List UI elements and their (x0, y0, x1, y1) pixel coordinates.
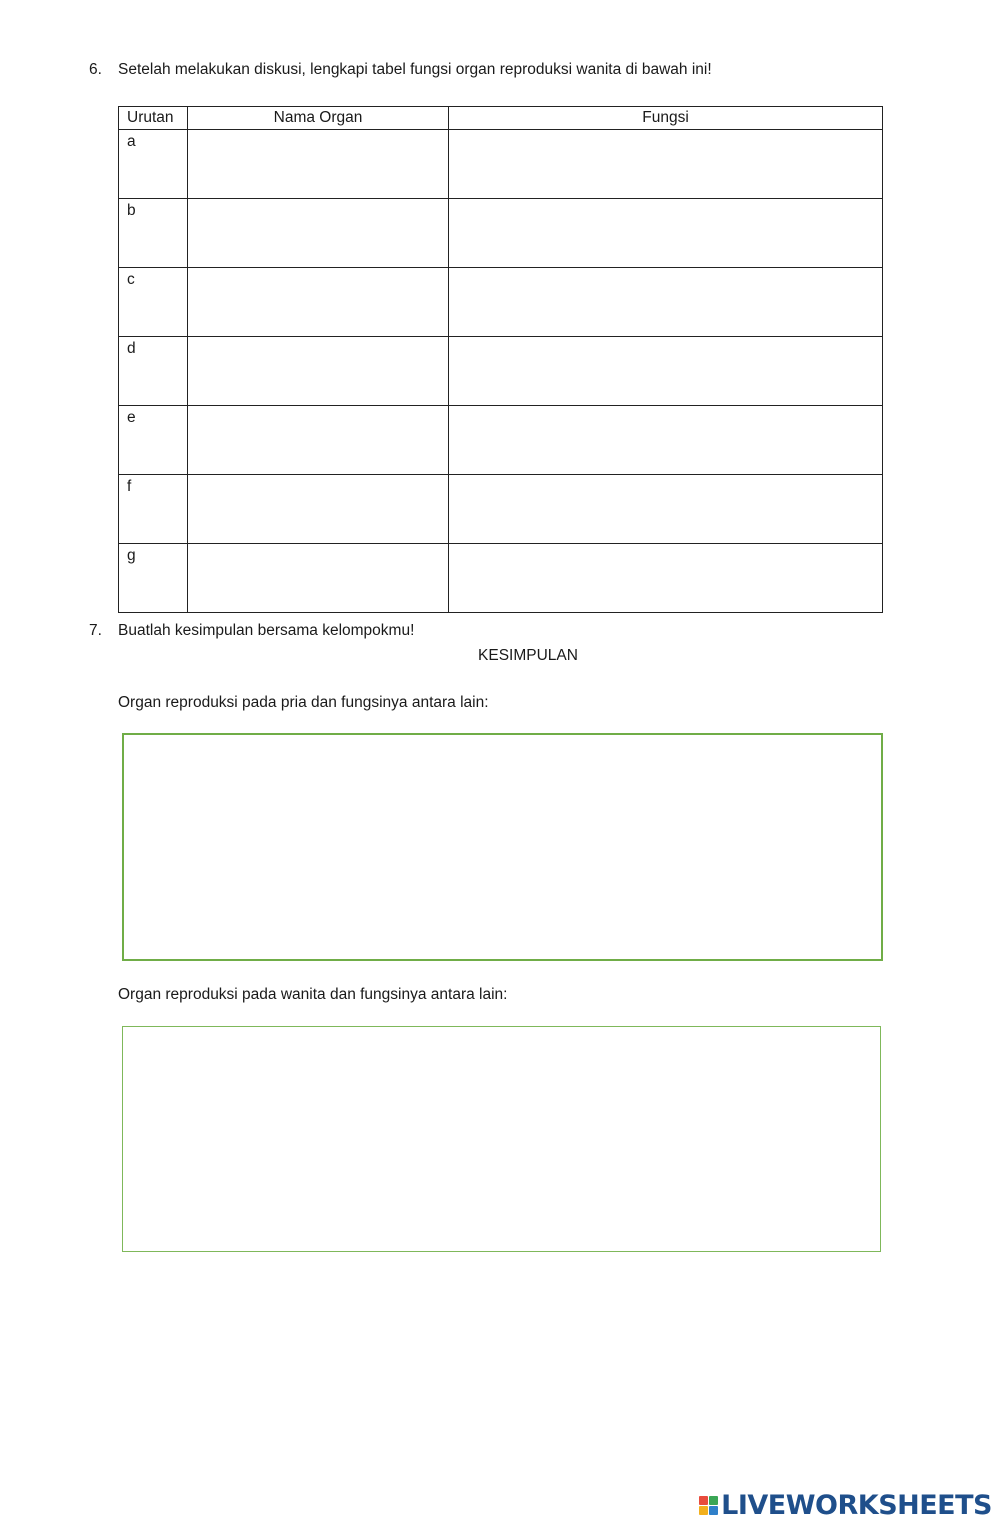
liveworksheets-logo (699, 1490, 992, 1520)
nama-organ-answer-field[interactable] (188, 544, 449, 613)
nama-organ-answer-field[interactable] (188, 199, 449, 268)
organ-function-table (118, 106, 883, 613)
question-7-text: Buatlah kesimpulan bersama kelompokmu! (118, 622, 415, 639)
logo-square-yellow (699, 1506, 708, 1515)
table-row (119, 337, 883, 406)
brand-name: LIVEWORKSHEETS (721, 1489, 992, 1521)
row-letter: f (119, 475, 188, 544)
nama-organ-answer-field[interactable] (188, 475, 449, 544)
table-row (119, 475, 883, 544)
table-row (119, 130, 883, 199)
row-letter: d (119, 337, 188, 406)
question-6-text: Setelah melakukan diskusi, lengkapi tabel fungsi organ reproduksi wanita di bawah ini! (118, 61, 712, 78)
logo-square-blue (709, 1506, 718, 1515)
logo-mark-icon (699, 1496, 718, 1515)
fungsi-answer-field[interactable] (449, 406, 883, 475)
fungsi-answer-field[interactable] (449, 268, 883, 337)
fungsi-answer-field[interactable] (449, 544, 883, 613)
header-urutan: Urutan (119, 107, 188, 130)
question-7 (89, 621, 889, 643)
row-letter: c (119, 268, 188, 337)
nama-organ-answer-field[interactable] (188, 406, 449, 475)
row-letter: g (119, 544, 188, 613)
table-row (119, 406, 883, 475)
conclusion-heading: KESIMPULAN (478, 647, 578, 664)
conclusion-heading-row (0, 646, 1000, 666)
fungsi-answer-field[interactable] (449, 130, 883, 199)
question-7-number: 7. (89, 622, 102, 639)
fungsi-answer-field[interactable] (449, 199, 883, 268)
logo-square-green (709, 1496, 718, 1505)
pria-answer-box[interactable] (122, 733, 883, 961)
fungsi-answer-field[interactable] (449, 337, 883, 406)
wanita-prompt: Organ reproduksi pada wanita dan fungsinya antara lain: (118, 986, 508, 1003)
row-letter: e (119, 406, 188, 475)
nama-organ-answer-field[interactable] (188, 268, 449, 337)
nama-organ-answer-field[interactable] (188, 130, 449, 199)
logo-square-red (699, 1496, 708, 1505)
wanita-answer-box[interactable] (122, 1026, 881, 1252)
header-fungsi: Fungsi (449, 107, 883, 130)
fungsi-answer-field[interactable] (449, 475, 883, 544)
question-6-number: 6. (89, 61, 102, 78)
table-row (119, 199, 883, 268)
pria-prompt: Organ reproduksi pada pria dan fungsinya antara lain: (118, 694, 489, 711)
nama-organ-answer-field[interactable] (188, 337, 449, 406)
table-row (119, 268, 883, 337)
header-nama-organ: Nama Organ (188, 107, 449, 130)
table-row (119, 544, 883, 613)
row-letter: b (119, 199, 188, 268)
question-6 (89, 60, 889, 82)
table-header-row (119, 107, 883, 130)
row-letter: a (119, 130, 188, 199)
